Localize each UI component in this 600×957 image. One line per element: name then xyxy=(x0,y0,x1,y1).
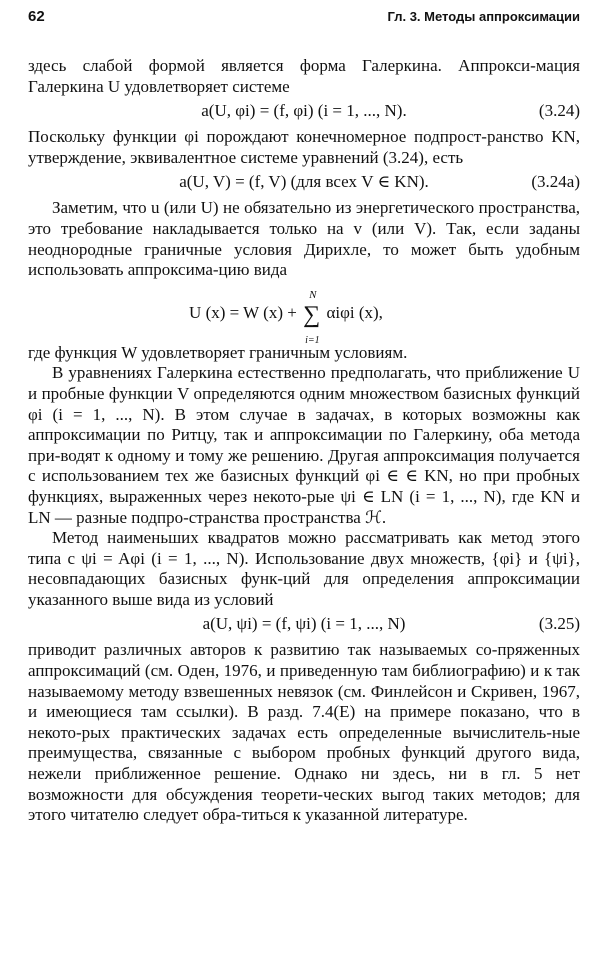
paragraph-7: приводит различных авторов к развитию так называемых со-пряженных аппроксимаций (см. Оден, 1976, и приведенную там библиографию) и к так называемому методу взвешенных невязок (см. Финлейсон и Скривен, 1967, и имеющиеся там ссылки). В разд. 7.4(E) на примере показано, что в некото-рых практических задачах есть определенные вычислитель-ные преимущества, связанные с выбором пробных функций другого вида, нежели приближенное решение. Однако ни здесь, ни в гл. 5 нет возможности для обсуждения теорети-ческих выгод таких методов; для этого читателю следует обра-титься к указанной литературе. xyxy=(28,640,580,825)
page-header xyxy=(28,8,580,34)
paragraph-4: где функция W удовлетворяет граничным условиям. xyxy=(28,342,408,362)
equation-body: a(U, V) = (f, V) (для всех V ∈ KN). xyxy=(179,172,429,192)
equation-lhs: U (x) = W (x) + xyxy=(189,302,302,322)
equation-number: (3.25) xyxy=(538,614,580,634)
equation-approximation xyxy=(28,285,580,346)
paragraph-5: В уравнениях Галеркина естественно предполагать, что приближение U и пробные функции V определяются одним множеством базисных функций φi (i = 1, ..., N). В этом случае в задачах, в которых возможны как аппроксимации по Ритцу, так и аппроксимации по Галеркину, оба метода при-водят к одному и тому же решению. Другая аппроксимация получается с использованием тех же базисных функций φi ∈ ∈ KN, но при пробных функциях, выраженных через некото-рые ψi ∈ LN (i = 1, ..., N), где KN и LN — разные подпро-странства пространства ℋ. xyxy=(28,363,580,527)
equation-number: (3.24) xyxy=(538,101,580,121)
sum-symbol: ∑ N i=1 xyxy=(303,305,320,326)
paragraph-6: Метод наименьших квадратов можно рассматривать как метод этого типа с ψi = Aφi (i = 1, ..., N). Использование двух множеств, {φi} и {ψi}, несовпадающих базисных функ-ций для определения аппроксимации указанного выше вида из условий xyxy=(28,528,580,609)
equation-3-25 xyxy=(28,614,580,636)
page-number: 62 xyxy=(28,8,45,25)
equation-number: (3.24а) xyxy=(531,172,580,192)
equation-3-24 xyxy=(28,101,580,123)
equation-rhs: αiφi (x), xyxy=(322,302,383,322)
paragraph-3: Заметим, что u (или U) не обязательно из энергетического пространства, это требование накладывается только на v (или V). Так, если заданы неоднородные граничные условия Дирихле, то может быть удобным использовать аппроксима-цию вида xyxy=(28,198,580,280)
paragraph-2: Поскольку функции φi порождают конечномерное подпрост-ранство KN, утверждение, эквивалентное системе уравнений (3.24), есть xyxy=(28,127,580,167)
equation-body xyxy=(189,288,383,346)
equation-3-24a xyxy=(28,172,580,194)
sum-lower-limit: i=1 xyxy=(305,334,320,346)
page xyxy=(28,8,580,826)
paragraph-1: здесь слабой формой является форма Галеркина. Аппрокси-мация Галеркина U удовлетворяет системе xyxy=(28,56,580,96)
sum-upper-limit: N xyxy=(309,288,317,301)
running-head: Гл. 3. Методы аппроксимации xyxy=(387,9,580,24)
equation-body: a(U, φi) = (f, φi) (i = 1, ..., N). xyxy=(201,101,407,121)
equation-body: a(U, ψi) = (f, ψi) (i = 1, ..., N) xyxy=(202,614,406,634)
